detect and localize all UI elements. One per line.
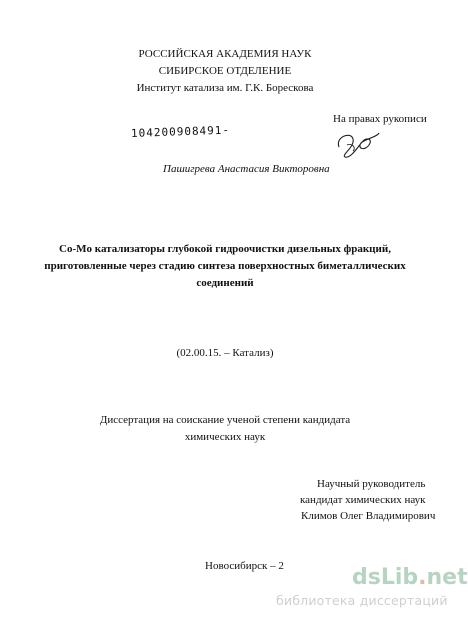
watermark-logo-main: dsLib — [352, 565, 419, 590]
supervisor-role: Научный руководитель — [317, 478, 426, 490]
title-line: приготовленные через стадию синтеза поверхностных биметаллических — [44, 260, 406, 272]
city-year: Новосибирск – 2 — [205, 560, 284, 572]
branch-name: СИБИРСКОЕ ОТДЕЛЕНИЕ — [158, 65, 292, 77]
academy-name: РОССИЙСКАЯ АКАДЕМИЯ НАУК — [138, 48, 312, 60]
institute-name: Институт катализа им. Г.К. Борескова — [136, 82, 314, 94]
dissertation-degree-line2: химических наук — [184, 431, 266, 443]
registration-stamp: 104200908491- — [130, 123, 231, 140]
supervisor-degree: кандидат химических наук — [300, 494, 426, 506]
title-line: Co-Mo катализаторы глубокой гидроочистки дизельных фракций, — [59, 243, 391, 255]
title-line: соединений — [196, 277, 254, 289]
watermark-logo-tld: net — [426, 565, 468, 590]
author-name: Пашигрева Анастасия Викторовна — [163, 163, 330, 175]
specialty-code: (02.00.15. – Катализ) — [176, 347, 274, 359]
watermark-logo-dot: . — [418, 565, 427, 590]
dissertation-degree-line1: Диссертация на соискание ученой степени кандидата — [99, 414, 351, 426]
supervisor-name: Климов Олег Владимирович — [301, 510, 436, 522]
signature-icon — [333, 127, 381, 161]
dissertation-title — [40, 241, 410, 292]
watermark-subtitle: библиотека диссертаций — [276, 593, 448, 608]
manuscript-rights: На правах рукописи — [333, 113, 427, 125]
watermark-logo — [352, 565, 468, 590]
